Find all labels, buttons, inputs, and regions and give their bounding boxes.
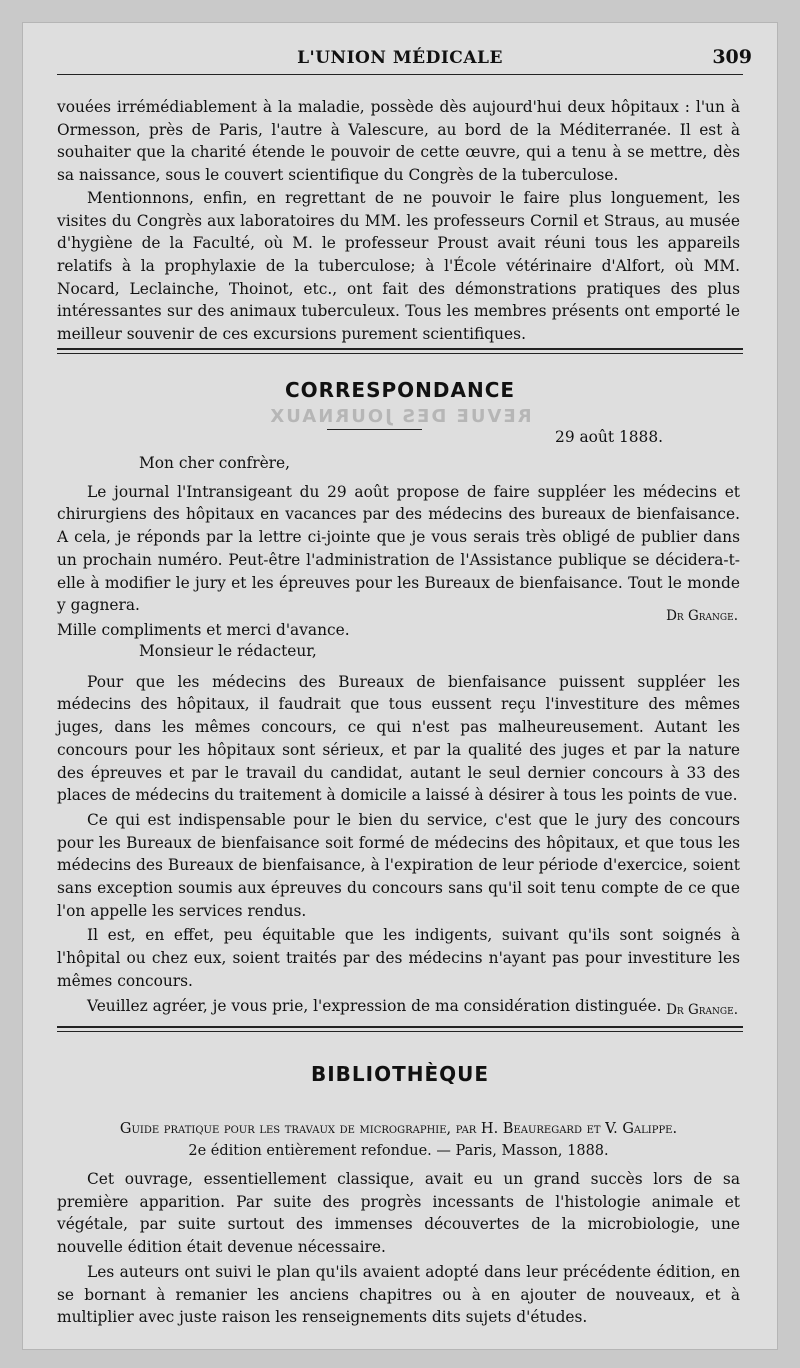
section-divider-bottom — [57, 353, 743, 354]
letter-2-salutation: Monsieur le rédacteur, — [139, 642, 317, 660]
bibliotheque-title: BIBLIOTHÈQUE — [310, 1062, 490, 1086]
book-review — [57, 1168, 740, 1329]
letter-1-body: Le journal l'Intransigeant du 29 août propose de faire suppléer les médecins et chirurgiens des hôpitaux en vacances par des médecins des bureaux de bienfaisance. A cela, je réponds par la lettre ci-jointe que je vous serais très obligé de publier dans un prochain numéro. Peut-être l'administration de l'Assistance publique se décidera-t-elle à modifier le jury et les épreuves pour les Bureaux de bienfaisance. Tout le monde y gagnera. — [57, 482, 740, 615]
correspondance-title: CORRESPONDANCE — [284, 378, 516, 402]
letter-2-closing: Veuillez agréer, je vous prie, l'expression de ma considération distinguée. — [87, 996, 662, 1015]
intro-section — [57, 96, 740, 346]
book-reference-line-2: 2e édition entièrement refondue. — Paris, Masson, 1888. — [188, 1143, 609, 1159]
running-title: L'UNION MÉDICALE — [297, 48, 503, 68]
intro-paragraph-2: Mentionnons, enfin, en regrettant de ne pouvoir le faire plus longuement, les visites du Congrès aux laboratoires du MM. les professeurs Cornil et Straus, au musée d'hygiène de la Faculté, où M. le professeur Proust avait réuni tous les appareils relatifs à la prophylaxie de la tuberculose; à l'École vétérinaire d'Alfort, où MM. Nocard, Leclainche, Thoinot, etc., ont fait des démonstrations pratiques des plus intéressantes sur des animaux tuberculeux. Tous les membres présents ont emporté le meilleur souvenir de ces excursions purement scientifiques. — [57, 188, 740, 344]
section-divider-top — [57, 348, 743, 350]
title-underline — [327, 429, 422, 430]
book-review-paragraph-2: Les auteurs ont suivi le plan qu'ils avaient adopté dans leur précédente édition, en se bornant à remanier les anciens chapitres ou à en ajouter de nouveaux, et à multiplier avec juste raison les renseignements dits sujets d'études. — [57, 1262, 740, 1327]
letter-2-paragraph-1: Pour que les médecins des Bureaux de bienfaisance puissent suppléer les médecins des hôpitaux, il faudrait que tous eussent reçu l'investiture des mêmes juges, dans les mêmes concours, ce qui n'est pas malheureusement. Autant les concours pour les hôpitaux sont sérieux, et par la qualité des juges et par la nature des épreuves et par le travail du candidat, autant le seul dernier concours à 33 des places de médecins du traitement à domicile a laissé à désirer à tous les points de vue. — [57, 672, 740, 805]
header-rule — [57, 74, 743, 75]
page-header — [22, 22, 778, 66]
bleed-through-heading: REVUE DES JOURNAUX — [268, 406, 532, 427]
book-reference — [57, 1118, 740, 1162]
letter-1-closing: Mille compliments et merci d'avance. — [57, 620, 350, 639]
section-divider-2-top — [57, 1026, 743, 1028]
letter-2 — [57, 640, 740, 1017]
letter-2-paragraph-2: Ce qui est indispensable pour le bien du service, c'est que le jury des concours pour les Bureaux de bienfaisance soit formé de médecins des hôpitaux, et que tous les médecins des Bureaux de bienfaisance, à l'expiration de leur période d'exercice, soient sans exception soumis aux épreuves du concours sans qu'il soit tenu compte de ce que l'on appelle les services rendus. — [57, 810, 740, 920]
letter-1-signature: Dr Grange. — [666, 608, 738, 624]
book-reference-line-1: Guide pratique pour les travaux de micrographie, par H. Beauregard et V. Galippe. — [119, 1121, 678, 1137]
journal-page — [22, 22, 778, 1350]
page-number: 309 — [712, 46, 752, 68]
section-divider-2-bottom — [57, 1031, 743, 1032]
letter-1-salutation: Mon cher confrère, — [139, 454, 291, 472]
letter-2-signature: Dr Grange. — [666, 1002, 738, 1018]
letter-date: 29 août 1888. — [555, 428, 663, 446]
letter-1 — [57, 452, 740, 642]
intro-paragraph-1: vouées irrémédiablement à la maladie, possède dès aujourd'hui deux hôpitaux : l'un à Ormesson, près de Paris, l'autre à Valescure, au bord de la Méditerranée. Il est à souhaiter que la charité étende le pouvoir de cette œuvre, qui a tenu à se mettre, dès sa naissance, sous le couvert scientifique du Congrès de la tuberculose. — [57, 98, 740, 185]
book-review-paragraph-1: Cet ouvrage, essentiellement classique, avait eu un grand succès lors de sa première apparition. Par suite des progrès incessants de l'histologie animale et végétale, par suite surtout des immenses découvertes de la microbiologie, une nouvelle édition était devenue nécessaire. — [57, 1170, 740, 1257]
letter-2-paragraph-3: Il est, en effet, peu équitable que les indigents, suivant qu'ils sont soignés à l'hôpital ou chez eux, soient traités par des médecins n'ayant pas pour investiture les mêmes concours. — [57, 926, 740, 990]
